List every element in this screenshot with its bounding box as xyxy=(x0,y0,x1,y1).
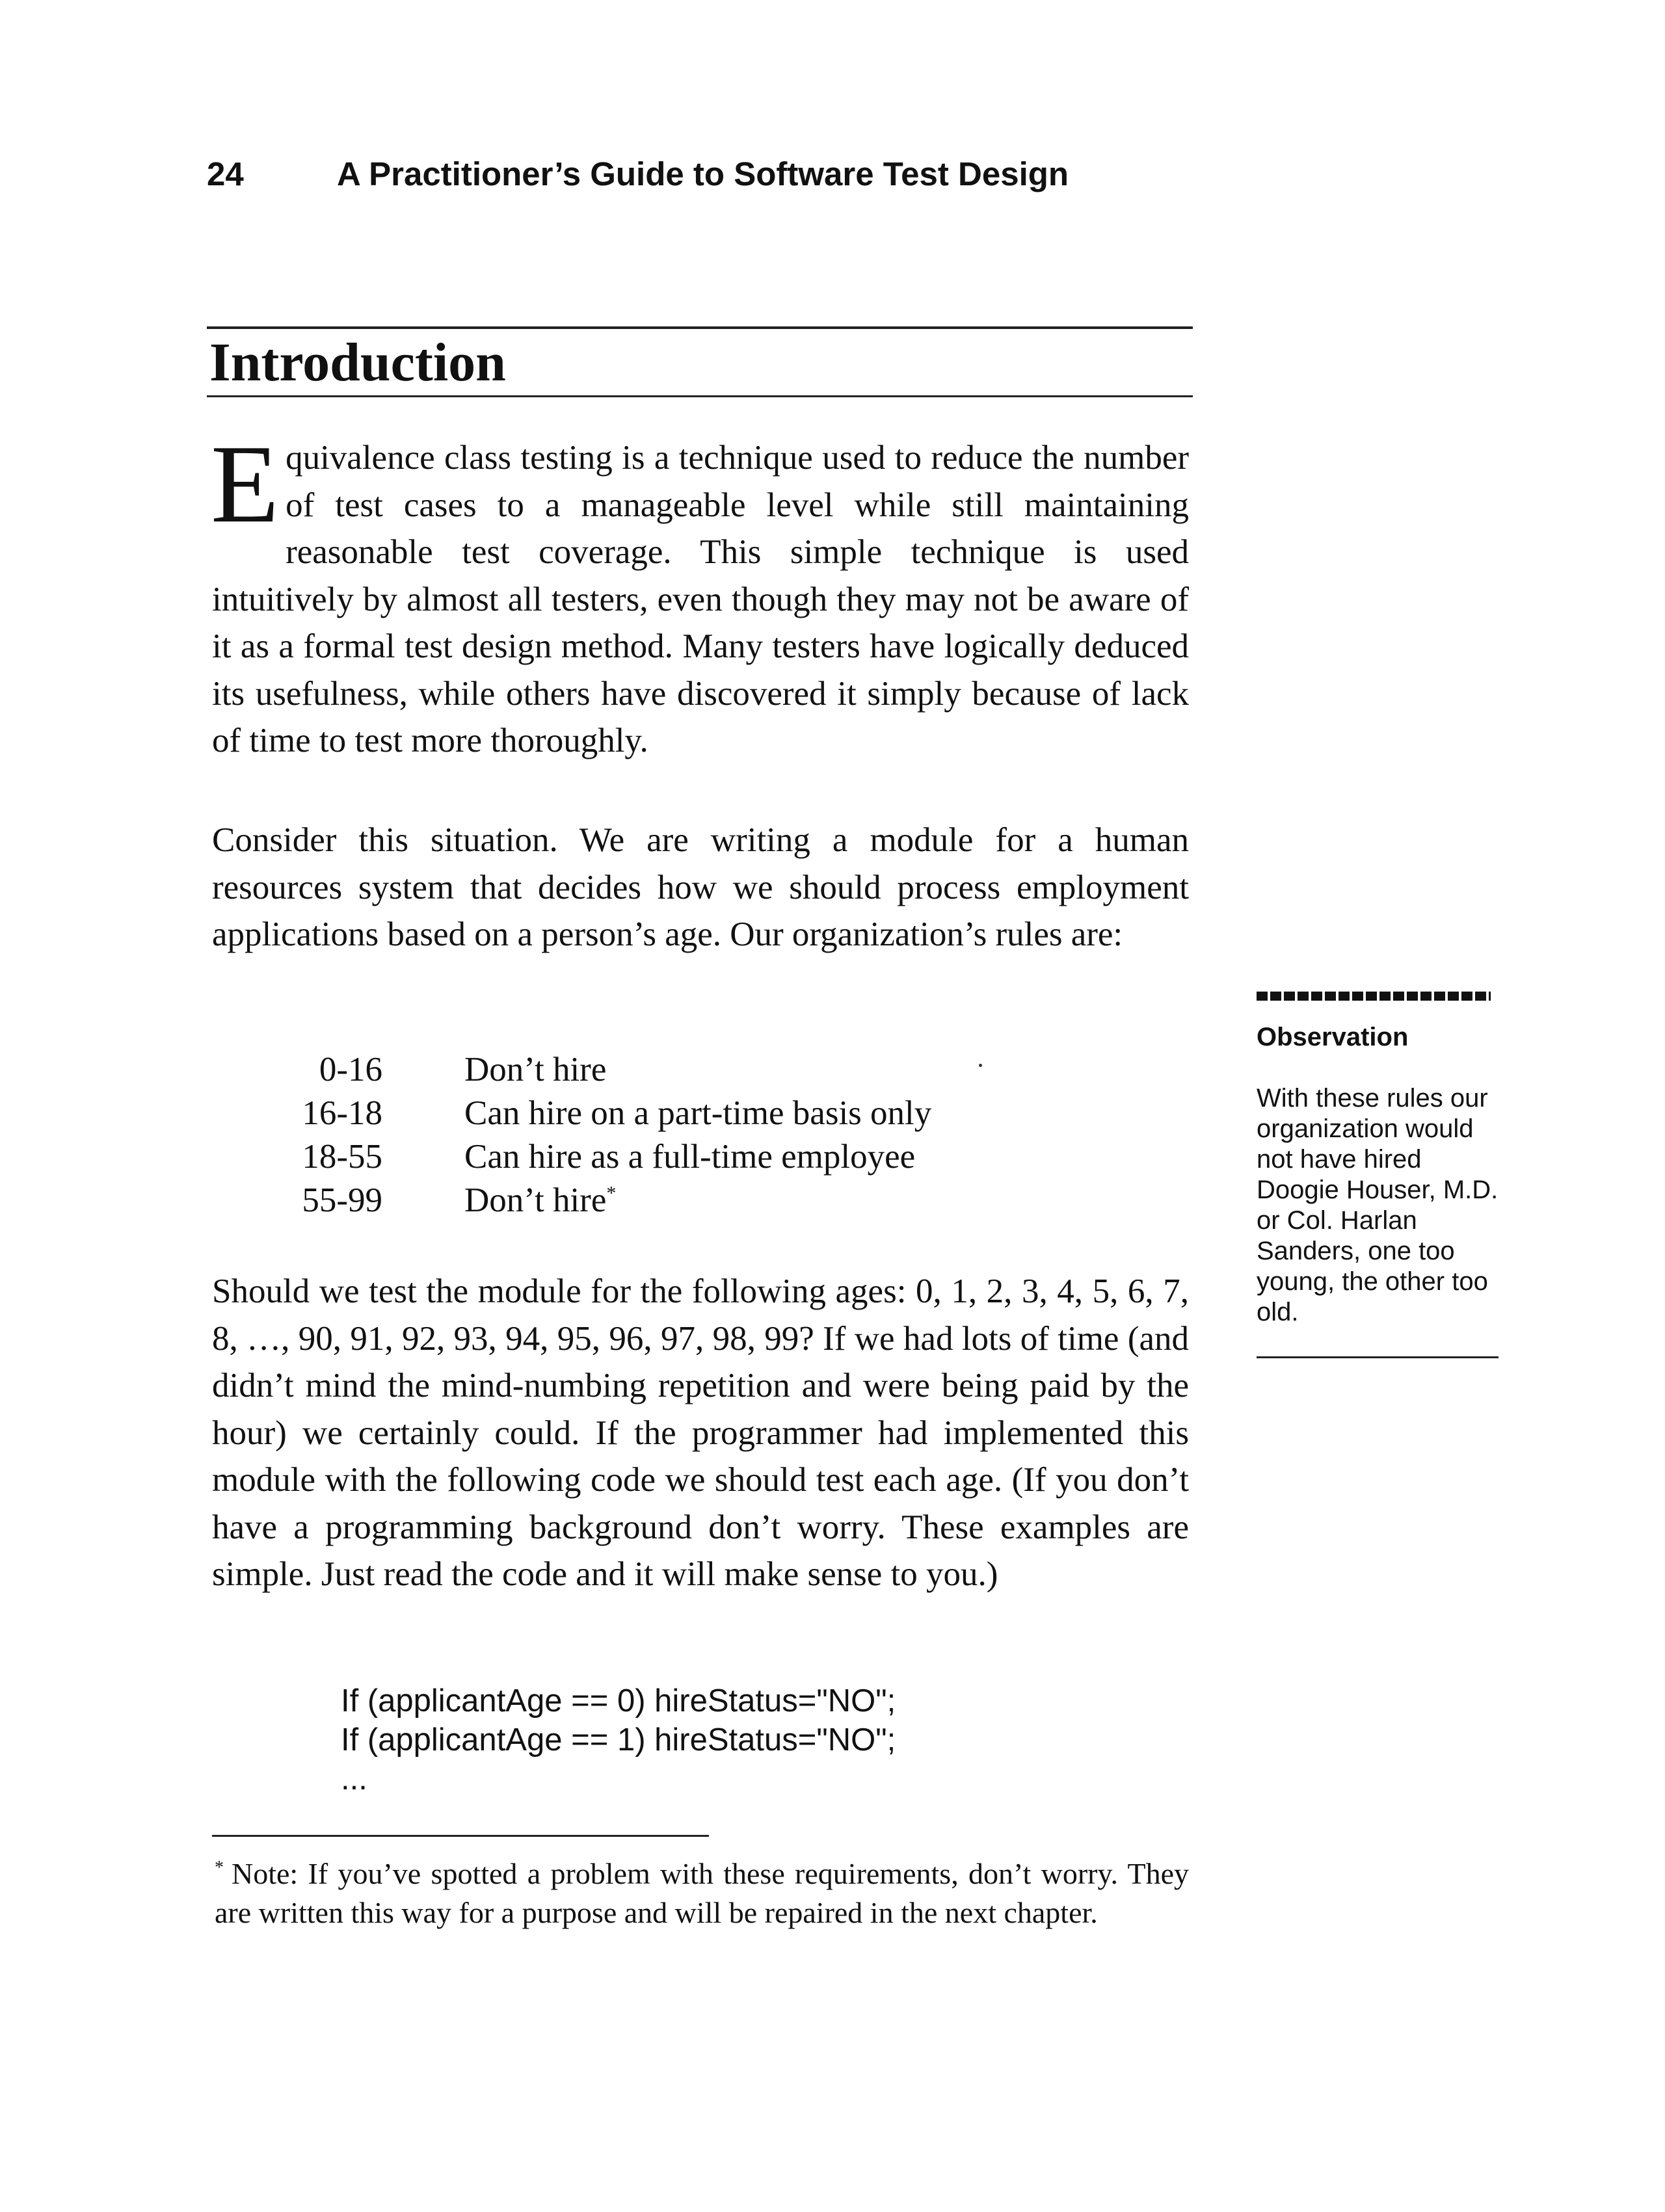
footnote-mark: * xyxy=(215,1857,224,1878)
paragraph-intro xyxy=(211,423,1189,765)
footnote xyxy=(215,1854,1189,1932)
rule-row xyxy=(285,1179,931,1222)
book-title: A Practitioner’s Guide to Software Test Design xyxy=(337,155,1069,192)
rule-age-range: 55-99 xyxy=(302,1181,382,1219)
stray-dot-mark xyxy=(979,1064,982,1067)
rule-row xyxy=(285,1135,931,1179)
heading-bottom-rule xyxy=(207,395,1193,397)
code-line: If (applicantAge == 0) hireStatus="NO"; xyxy=(341,1683,896,1718)
sidebar-heading: Observation xyxy=(1257,1023,1409,1051)
heading-top-rule xyxy=(207,326,1193,329)
hiring-rules-table xyxy=(285,1048,931,1222)
sidebar-text: With these rules our organization would not have hired Doogie Houser, M.D. or Col. Harlan Sanders, one too young, the other too old. xyxy=(1257,1084,1498,1326)
code-example xyxy=(341,1681,896,1798)
sidebar-bottom-rule xyxy=(1257,1356,1498,1358)
footnote-text: Note: If you’ve spotted a problem with these requirements, don’t worry. They are written this way for a purpose and will be repaired in the next chapter. xyxy=(215,1857,1189,1929)
rule-age-range: 18-55 xyxy=(302,1138,382,1176)
rule-action: Don’t hire xyxy=(464,1051,607,1088)
running-header xyxy=(207,155,1069,193)
code-ellipsis: ... xyxy=(341,1761,367,1797)
sidebar-dashed-bar xyxy=(1257,992,1491,1001)
footnote-separator xyxy=(212,1835,709,1837)
rule-action: Can hire as a full-time employee xyxy=(464,1138,916,1176)
paragraph-intro-text: quivalence class testing is a technique used to reduce the number of test cases to a manageable level while still maintaining reasonable test coverage. This simple technique is used intuitively by almost all testers, even though they may not be aware of it as a formal test design method. Many testers have logically deduced its usefulness, while others have discovered it simply because of lack of time to test more thoroughly. xyxy=(212,439,1189,759)
section-title: Introduction xyxy=(209,332,506,393)
rule-action: Don’t hire* xyxy=(464,1181,617,1219)
paragraph-situation: Consider this situation. We are writing a module for a human resources system that decides how we should process employment applications based on a person’s age. Our organization’s rules are: xyxy=(212,821,1189,953)
page-number: 24 xyxy=(207,155,244,192)
footnote-reference-mark: * xyxy=(606,1182,617,1204)
rule-age-range: 0-16 xyxy=(319,1051,382,1088)
rule-row xyxy=(285,1092,931,1135)
drop-cap: E xyxy=(211,423,280,546)
paragraph-question: Should we test the module for the following ages: 0, 1, 2, 3, 4, 5, 6, 7, 8, …, 90, 91, 92, 93, 94, 95, 96, 97, 98, 99? If we had lots of time (and didn’t mind the mind-numbing repetition and were being paid by the hour) we certainly could. If the programmer had implemented this module with the following code we should test each age. (If you don’t have a programming background don’t worry. These examples are simple. Just read the code and it will make sense to you.) xyxy=(212,1272,1189,1593)
rule-age-range: 16-18 xyxy=(302,1094,382,1132)
rule-action: Can hire on a part-time basis only xyxy=(464,1094,932,1132)
code-line: If (applicantAge == 1) hireStatus="NO"; xyxy=(341,1722,896,1758)
rule-row xyxy=(285,1048,931,1092)
